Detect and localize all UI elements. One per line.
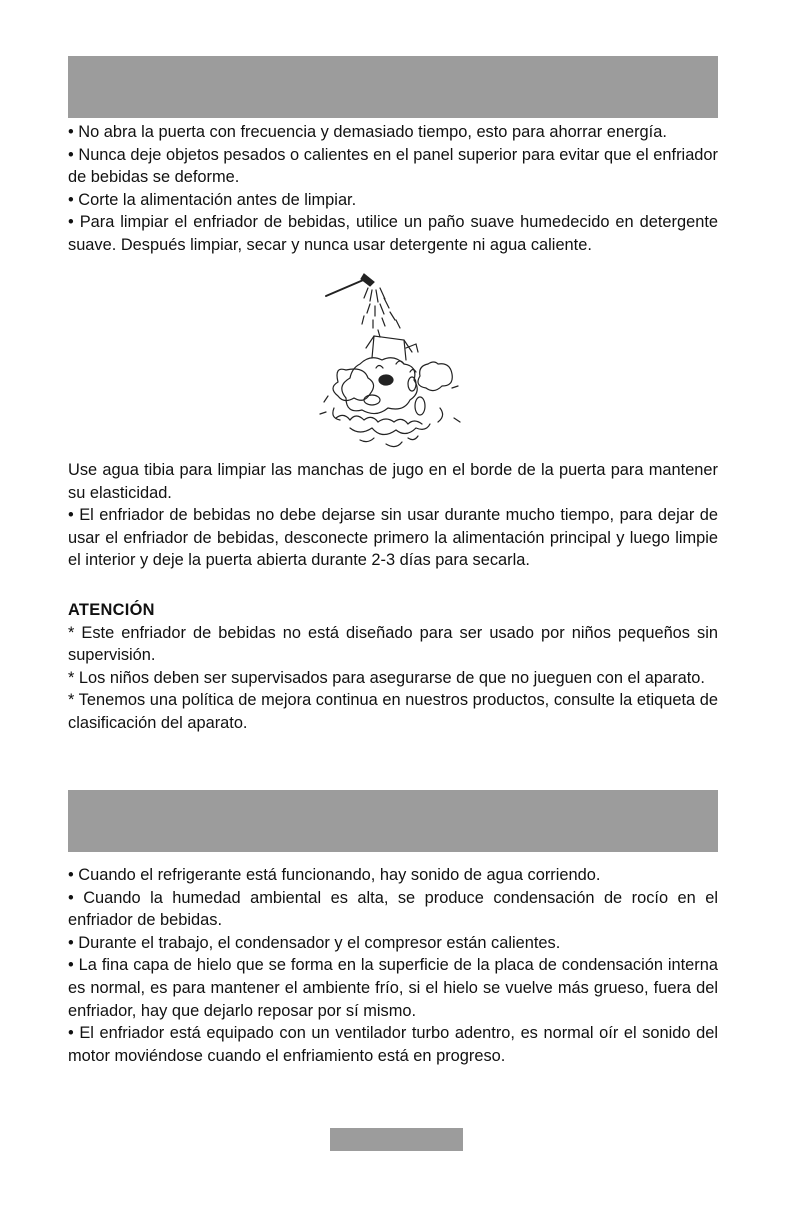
list-item: * Tenemos una política de mejora continua en nuestros productos, consulte la etiqueta de clasificación del aparato. [68,691,718,732]
list-item: • No abra la puerta con frecuencia y demasiado tiempo, esto para ahorrar energía. [68,123,667,141]
list-item: • Corte la alimentación antes de limpiar. [68,190,357,209]
page-number-box [330,1128,463,1151]
list-item: • El enfriador está equipado con un ventilador turbo adentro, es normal oír el sonido del motor moviéndose cuando el enfriamiento está en progreso. [68,1024,718,1065]
section-header-bar-cleaning [68,56,718,118]
list-item: • Cuando el refrigerante está funcionando, hay sonido de agua corriendo. [68,866,601,884]
section-header-bar-normal [68,790,718,852]
list-item: * Este enfriador de bebidas no está diseñado para ser usado por niños pequeños sin supervisión. [68,623,718,665]
attention-title: ATENCIÓN [68,601,155,619]
list-item: • Durante el trabajo, el condensador y el compresor están calientes. [68,933,561,952]
list-item: • Cuando la humedad ambiental es alta, se produce condensación de rocío en el enfriador de bebidas. [68,888,718,930]
attention-section [68,599,718,735]
washing-shower-illustration [316,268,466,456]
list-item: • El enfriador de bebidas no debe dejarse sin usar durante mucho tiempo, para dejar de usar el enfriador de bebidas, desconecte primero la alimentación principal y luego limpie el interior y deje la puerta abierta durante 2-3 días para secarla. [68,506,718,570]
normal-phenomena [68,864,718,1067]
list-item: • Nunca deje objetos pesados o calientes en el panel superior para evitar que el enfriador de bebidas se deforme. [68,145,718,187]
list-item: * Los niños deben ser supervisados para asegurarse de que no jueguen con el aparato. [68,668,705,687]
list-item: • La fina capa de hielo que se forma en la superficie de la placa de condensación interna es normal, es para mantener el ambiente frío, si el hielo se vuelve más grueso, fuera del enfriador, hay que dejarlo reposar por sí mismo. [68,956,718,1020]
cleaning-notes [68,459,718,572]
list-item: • Para limpiar el enfriador de bebidas, utilice un paño suave humedecido en detergente suave. Después limpiar, secar y nunca usar detergente ni agua caliente. [68,213,718,254]
cleaning-instructions [68,121,718,257]
paragraph: Use agua tibia para limpiar las manchas de jugo en el borde de la puerta para mantener su elasticidad. [68,461,718,502]
